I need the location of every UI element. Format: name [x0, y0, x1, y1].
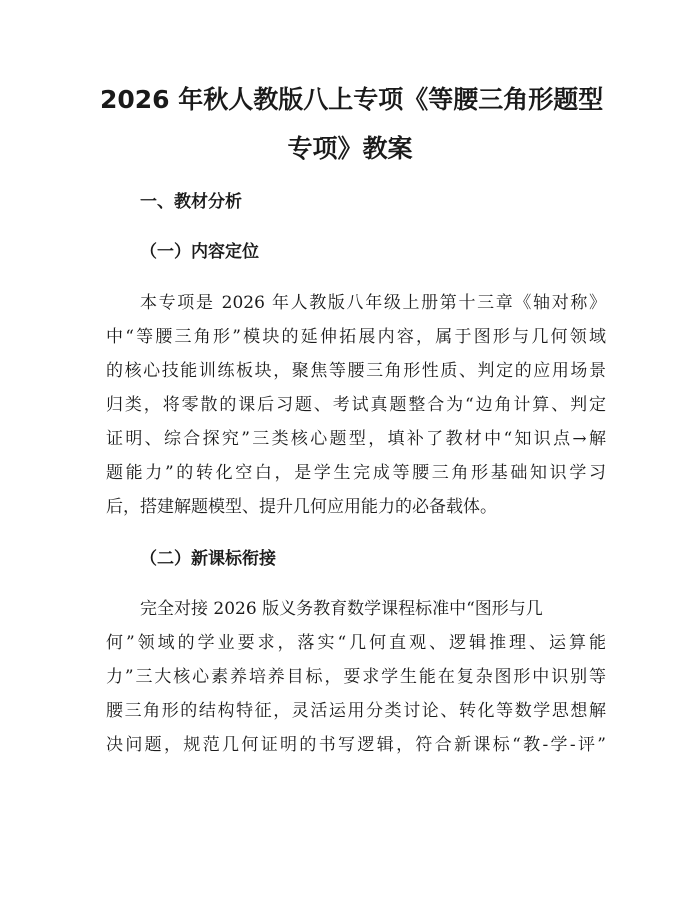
paragraph-line: 的核心技能训练板块，聚焦等腰三角形性质、判定的应用场景: [106, 361, 606, 381]
paragraph-content-positioning: [106, 286, 606, 524]
paragraph-line: 后，搭建解题模型、提升几何应用能力的必备载体。: [106, 497, 497, 517]
paragraph-line: 证明、综合探究”三类核心题型，填补了教材中“知识点→解: [106, 429, 606, 449]
paragraph-line: 题能力”的转化空白，是学生完成等腰三角形基础知识学习: [106, 463, 606, 483]
document-title-line-1: 2026 年秋人教版八上专项《等腰三角形题型: [100, 85, 604, 114]
paragraph-new-curriculum: [106, 592, 606, 762]
subsection-heading-new-curriculum: （二）新课标衔接: [140, 549, 276, 569]
subsection-heading-content-positioning: （一）内容定位: [140, 242, 259, 262]
paragraph-line: 本专项是 2026 年人教版八年级上册第十三章《轴对称》: [140, 293, 606, 313]
paragraph-line: 腰三角形的结构特征，灵活运用分类讨论、转化等数学思想解: [106, 701, 606, 721]
paragraph-line: 决问题，规范几何证明的书写逻辑，符合新课标“教-学-评”: [106, 735, 606, 755]
section-heading-textbook-analysis: 一、教材分析: [140, 192, 242, 212]
paragraph-line: 完全对接 2026 版义务教育数学课程标准中“图形与几: [140, 599, 543, 619]
paragraph-line: 归类，将零散的课后习题、考试真题整合为“边角计算、判定: [106, 395, 606, 415]
paragraph-line: 中“等腰三角形”模块的延伸拓展内容，属于图形与几何领域: [106, 327, 606, 347]
document-title-line-2: 专项》教案: [287, 134, 413, 163]
paragraph-line: 力”三大核心素养培养目标，要求学生能在复杂图形中识别等: [106, 667, 606, 687]
paragraph-line: 何”领域的学业要求，落实“几何直观、逻辑推理、运算能: [106, 633, 606, 653]
